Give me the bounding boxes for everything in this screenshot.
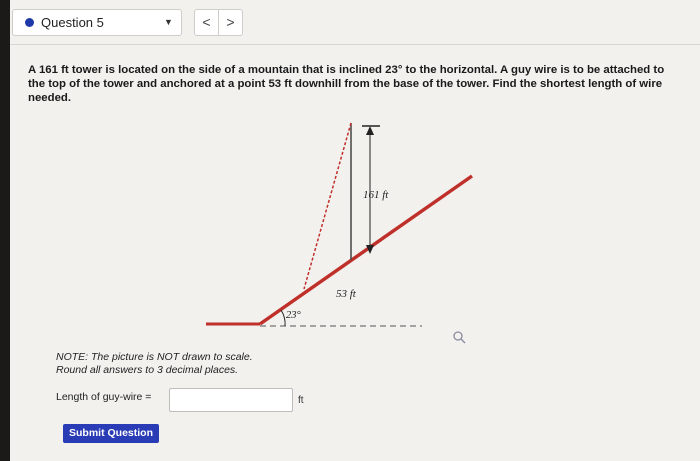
submit-question-button[interactable]: Submit Question	[63, 424, 159, 443]
question-label: Question 5	[41, 15, 104, 30]
guy-wire-length-input[interactable]	[169, 388, 293, 412]
previous-question-button[interactable]: <	[194, 9, 219, 36]
problem-text: A 161 ft tower is located on the side of a mountain that is inclined 23° to the horizontal. A guy wire is to be attached to the top of the tower and anchored at a point 53 ft downhill from the base of the tower. Find the shortest length of wire needed.	[28, 64, 665, 104]
tower-height-label: 161 ft	[363, 189, 389, 201]
search-icon[interactable]	[452, 330, 468, 346]
dimension-arrow-up-icon	[366, 126, 374, 135]
chevron-down-icon: ▼	[164, 17, 173, 27]
next-question-button[interactable]: >	[218, 9, 243, 36]
question-screen	[10, 0, 700, 461]
note-line-2: Round all answers to 3 decimal places.	[56, 364, 239, 376]
answer-label: Length of guy-wire =	[56, 391, 152, 403]
downhill-distance-label: 53 ft	[336, 288, 356, 300]
angle-arc	[281, 310, 285, 326]
note-line-1: NOTE: The picture is NOT drawn to scale.	[56, 351, 253, 363]
note-text	[56, 351, 253, 377]
answer-unit: ft	[298, 395, 304, 406]
angle-label: 23°	[286, 310, 301, 321]
